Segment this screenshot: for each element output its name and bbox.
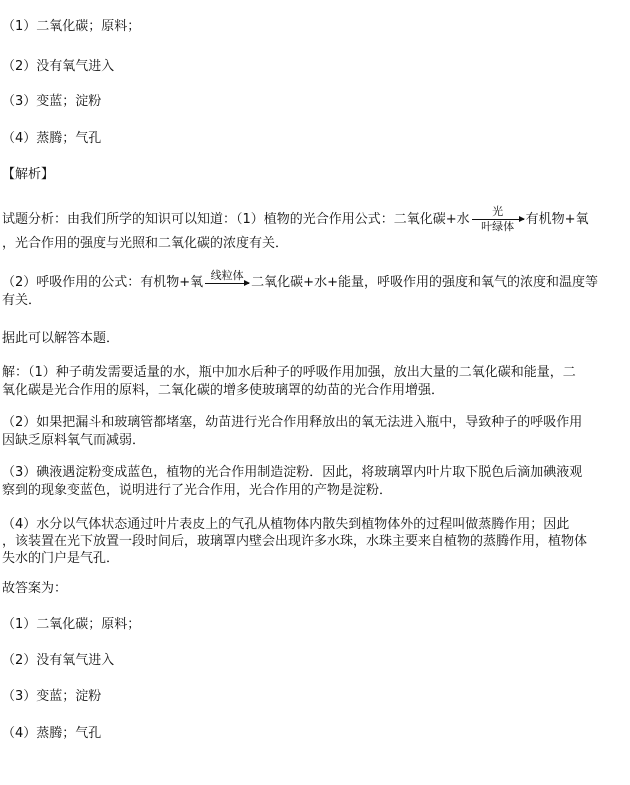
arrow-label-light: 光 [492,205,504,218]
solution-3b: 察到的现象变蓝色，说明进行了光合作用，光合作用的产物是淀粉． [2,483,393,498]
answer-1-top: （1）二氧化碳；原料； [2,19,141,34]
arrow-line-icon [205,283,249,284]
analysis-p1-start: 试题分析：由我们所学的知识可以知道：（1）植物的光合作用公式：二氧化碳+水 [2,212,470,227]
photosynthesis-arrow [472,206,524,233]
analysis-p1-end: 有机物+氧 [525,212,589,227]
analysis-p1-line2: ，光合作用的强度与光照和二氧化碳的浓度有关． [2,236,289,251]
respiration-arrow [205,270,249,285]
analysis-p2-line2: 有关． [2,293,42,308]
answer-4-bottom: （4）蒸腾；气孔 [2,726,102,741]
solution-4b: ，该装置在光下放置一段时间后，玻璃罩内壁会出现许多水珠，水珠主要来自植物的蒸腾作用，植物体 [2,534,588,549]
analysis-p2-start: （2）呼吸作用的公式：有机物+氧 [2,275,204,290]
arrow-label-chloroplast: 叶绿体 [481,220,515,233]
arrow-line-icon [472,219,524,220]
arrow-label-mitochondria: 线粒体 [210,269,244,282]
answer-4-top: （4）蒸腾；气孔 [2,131,102,146]
solution-4a: （4）水分以气体状态通过叶片表皮上的气孔从植物体内散失到植物体外的过程叫做蒸腾作用；因此 [2,517,570,532]
solution-1b: 氧化碳是光合作用的原料，二氧化碳的增多使玻璃罩的幼苗的光合作用增强． [2,383,445,398]
analysis-p3: 据此可以解答本题． [2,331,120,346]
conclusion-heading: 故答案为： [2,581,68,596]
solution-4c: 失水的门户是气孔． [2,551,120,566]
answer-1-bottom: （1）二氧化碳；原料； [2,617,141,632]
solution-3a: （3）碘液遇淀粉变成蓝色，植物的光合作用制造淀粉．因此，将玻璃罩内叶片取下脱色后滴加碘液观 [2,465,583,480]
analysis-heading: 【解析】 [2,167,55,182]
solution-2a: （2）如果把漏斗和玻璃管都堵塞，幼苗进行光合作用释放出的氧无法进入瓶中，导致种子的呼吸作用 [2,415,583,430]
solution-1a: 解：（1）种子萌发需要适量的水，瓶中加水后种子的呼吸作用加强，放出大量的二氧化碳和能量，二 [2,365,576,380]
answer-2-bottom: （2）没有氧气进入 [2,653,115,668]
analysis-p2-line1 [2,269,598,292]
answer-3-bottom: （3）变蓝；淀粉 [2,689,102,704]
solution-2b: 因缺乏原料氧气而减弱． [2,433,146,448]
answer-3-top: （3）变蓝；淀粉 [2,94,102,109]
analysis-p1-line1 [2,206,589,233]
analysis-p2-end: 二氧化碳+水+能量，呼吸作用的强度和氧气的浓度和温度等 [251,275,598,290]
answer-2-top: （2）没有氧气进入 [2,59,115,74]
